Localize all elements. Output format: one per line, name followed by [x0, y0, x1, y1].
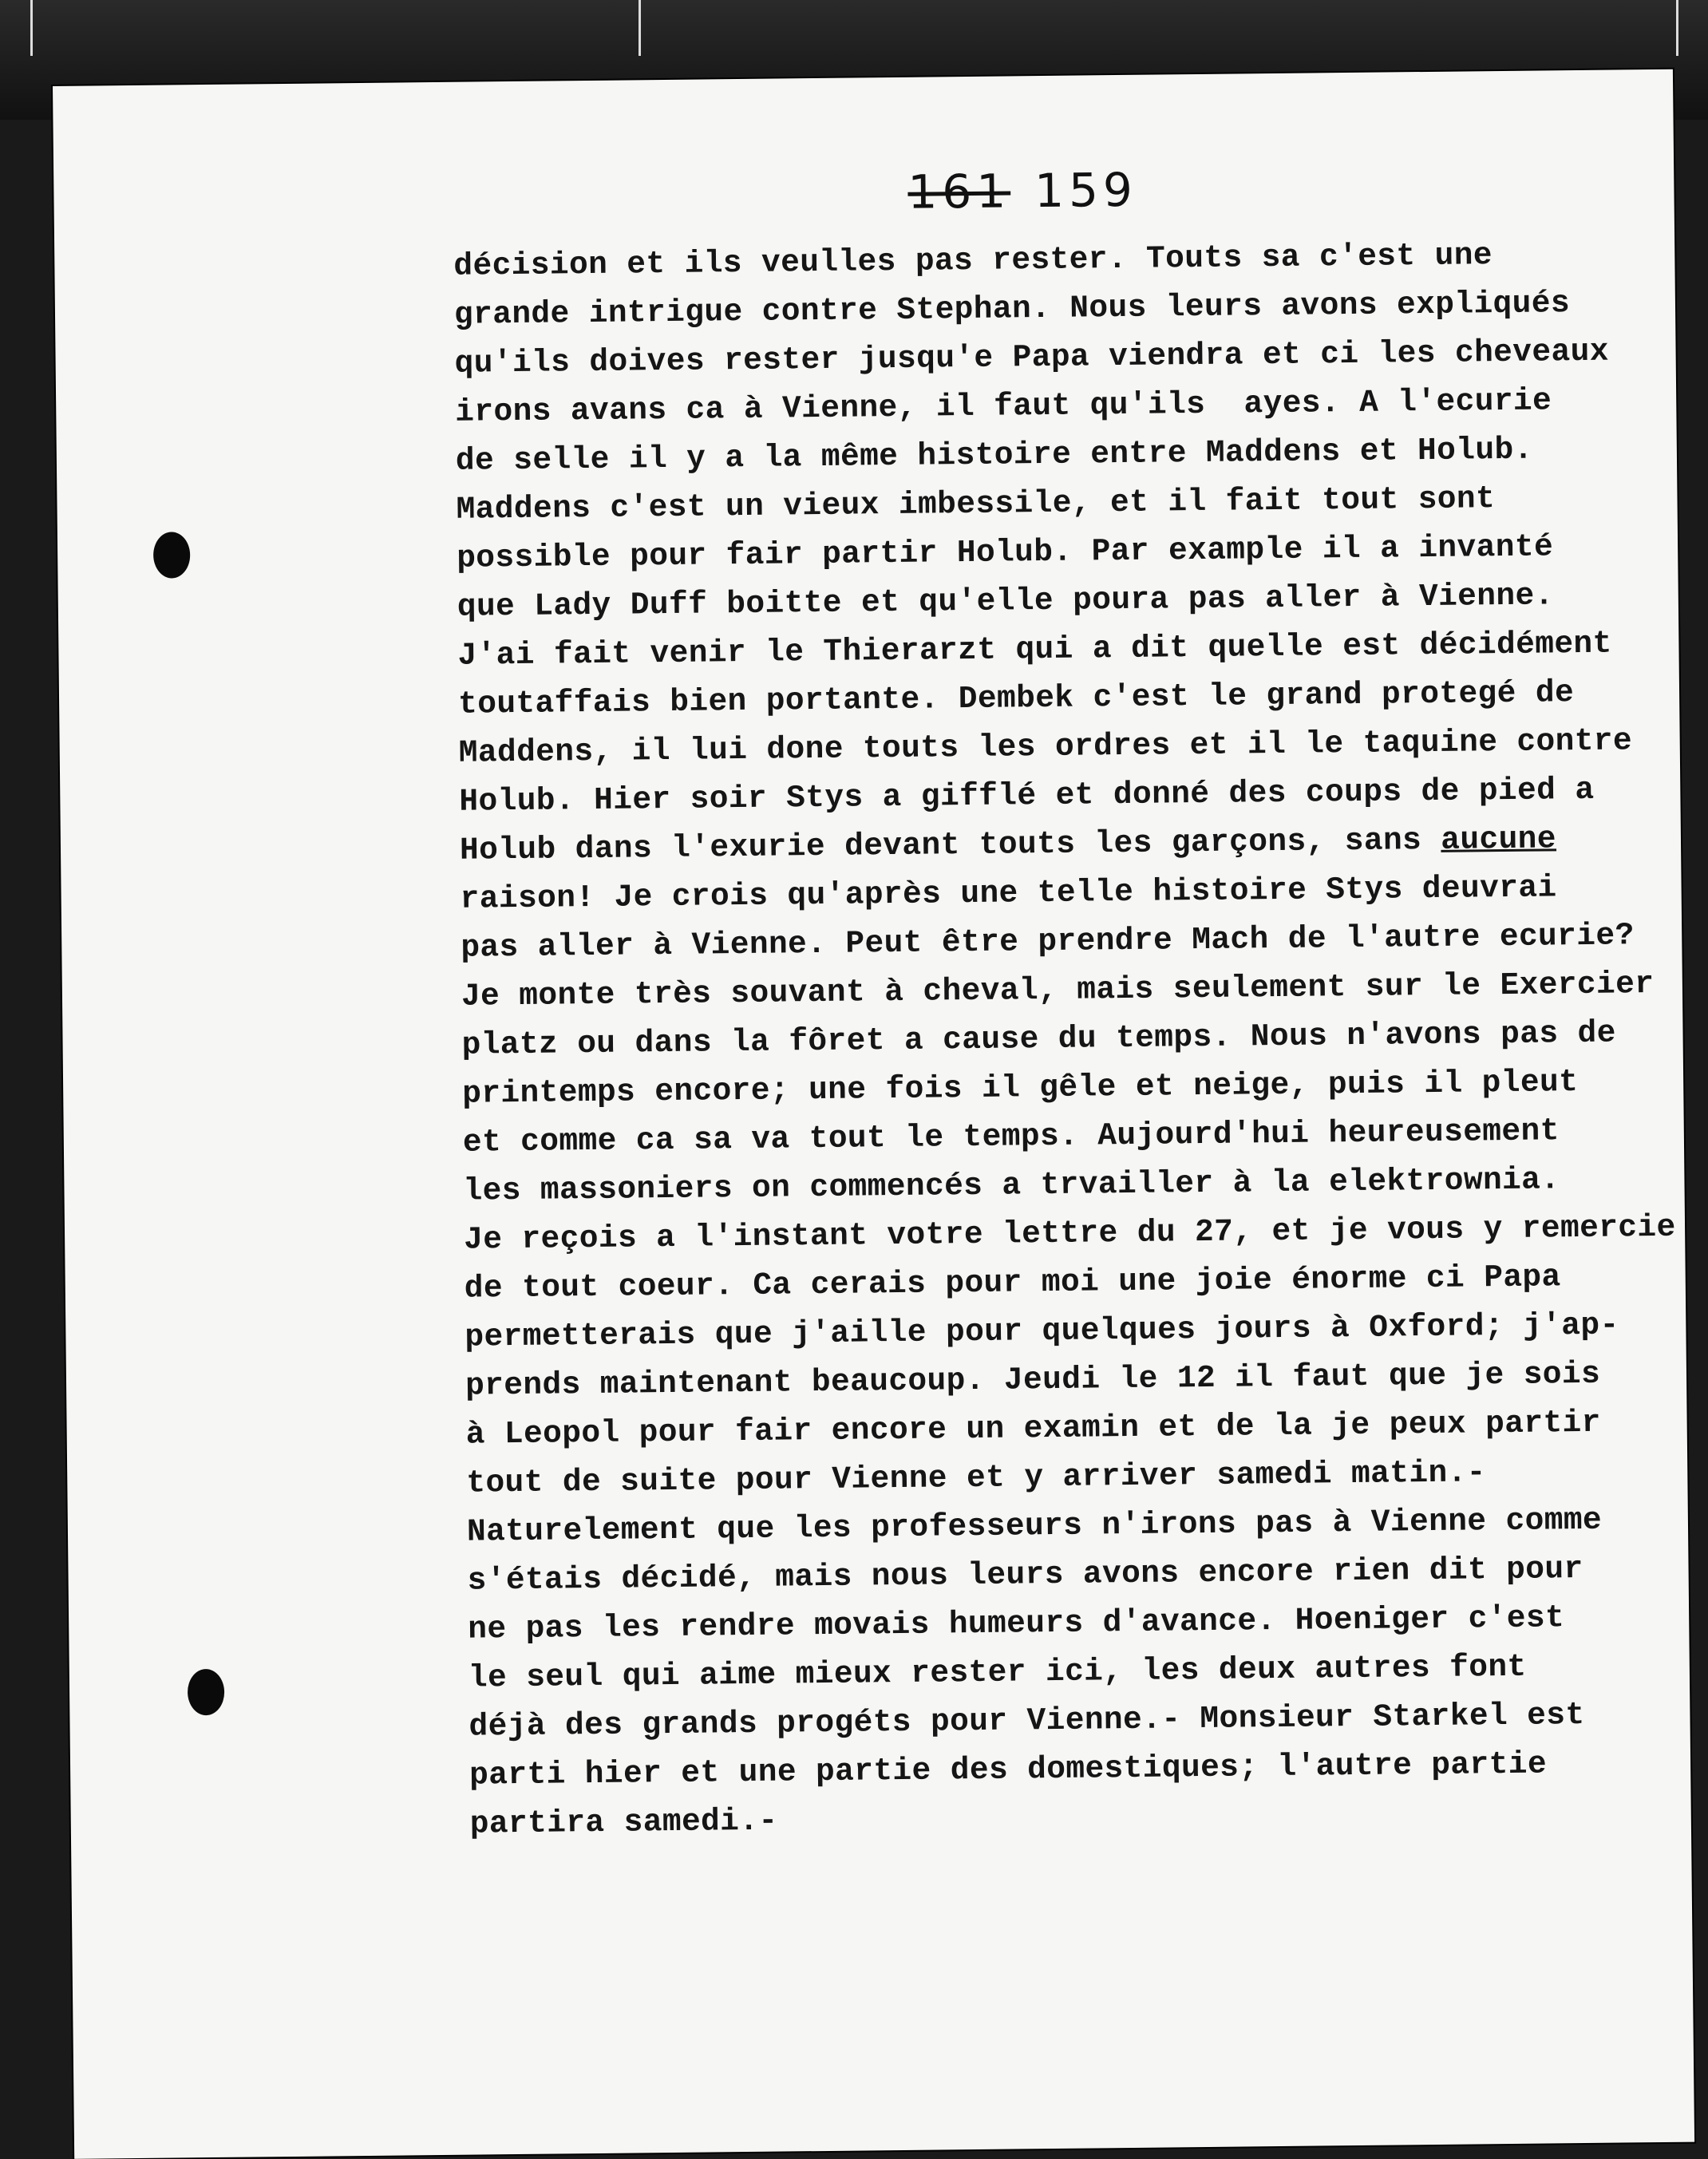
text-line: Holub. Hier soir Stys a gifflé et donné des coups de pied a — [459, 771, 1595, 820]
punch-hole — [153, 532, 191, 578]
text-line: raison! Je crois qu'après une telle histoire Stys deuvrai — [460, 869, 1557, 917]
text-line: le seul qui aime mieux rester ici, les deux autres font — [468, 1648, 1527, 1696]
text-line: irons avans ca à Vienne, il faut qu'ils ayes. A l'ecurie — [455, 382, 1552, 430]
text-line: parti hier et une partie des domestiques; l'autre partie — [469, 1746, 1548, 1793]
punch-hole — [188, 1669, 225, 1715]
film-edge-mark — [639, 0, 641, 56]
text-line: déjà des grands progéts pour Vienne.- Monsieur Starkel est — [469, 1697, 1585, 1745]
text-line: et comme ca sa va tout le temps. Aujourd'hui heureusement — [462, 1113, 1560, 1161]
text-line: prends maintenant beaucoup. Jeudi le 12 il faut que je sois — [465, 1355, 1601, 1404]
text-line: permetterais que j'aille pour quelques jours à Oxford; j'ap- — [465, 1307, 1619, 1355]
text-line: Naturelement que les professeurs n'irons pas à Vienne comme — [466, 1501, 1603, 1550]
text-line: partira samedi.- — [469, 1802, 778, 1842]
document-page — [53, 69, 1694, 2159]
underlined-word: aucune — [1441, 820, 1557, 858]
text-line: tout de suite pour Vienne et y arriver samedi matin.- — [466, 1454, 1487, 1501]
text-line: à Leopol pour fair encore un examin et de la je peux partir — [465, 1404, 1602, 1453]
text-line: printemps encore; une fois il gêle et neige, puis il pleut — [462, 1064, 1579, 1112]
film-edge-mark — [30, 0, 33, 56]
page-number-old: 161 — [907, 164, 1011, 219]
text-line: J'ai fait venir le Thierarzt qui a dit quelle est décidément — [457, 625, 1612, 674]
text-line: pas aller à Vienne. Peut être prendre Mach de l'autre ecurie? — [461, 917, 1635, 966]
text-line: Maddens c'est un vieux imbessile, et il fait tout sont — [456, 480, 1496, 528]
page-number-new: 159 — [1034, 162, 1138, 219]
letter-body — [453, 229, 1699, 1849]
text-line: Je monte très souvant à cheval, mais seulement sur le Exercier — [461, 966, 1655, 1014]
text-line: Maddens, il lui done touts les ordres et il le taquine contre — [458, 722, 1633, 771]
text-segment: Holub dans l'exurie devant touts les garçons, sans — [459, 821, 1441, 868]
text-line: que Lady Duff boitte et qu'elle poura pas aller à Vienne. — [457, 577, 1554, 625]
text-line: décision et ils veulles pas rester. Touts sa c'est une — [453, 237, 1493, 284]
text-line: de tout coeur. Ca cerais pour moi une joie énorme ci Papa — [464, 1259, 1561, 1307]
text-line: possible pour fair partir Holub. Par example il a invanté — [456, 528, 1554, 576]
film-edge-mark — [1676, 0, 1678, 56]
text-line: grande intrigue contre Stephan. Nous leurs avons expliqués — [453, 285, 1571, 333]
text-line: platz ou dans la fôret a cause du temps. Nous n'avons pas de — [461, 1014, 1616, 1063]
page-number — [907, 163, 1137, 219]
text-line: toutaffais bien portante. Dembek c'est le grand protegé de — [457, 674, 1575, 722]
text-line: ne pas les rendre movais humeurs d'avance. Hoeniger c'est — [468, 1599, 1565, 1647]
text-line: les massoniers on commencés a trvailler à la elektrownia. — [463, 1161, 1560, 1209]
text-line: Je reçois a l'instant votre lettre du 27, et je vous y remercie — [463, 1208, 1676, 1258]
text-line: de selle il y a la même histoire entre Maddens et Holub. — [455, 431, 1533, 479]
text-line: s'étais décidé, mais nous leurs avons encore rien dit pour — [467, 1551, 1583, 1599]
text-line: qu'ils doives rester jusqu'e Papa viendra et ci les cheveaux — [454, 333, 1610, 382]
